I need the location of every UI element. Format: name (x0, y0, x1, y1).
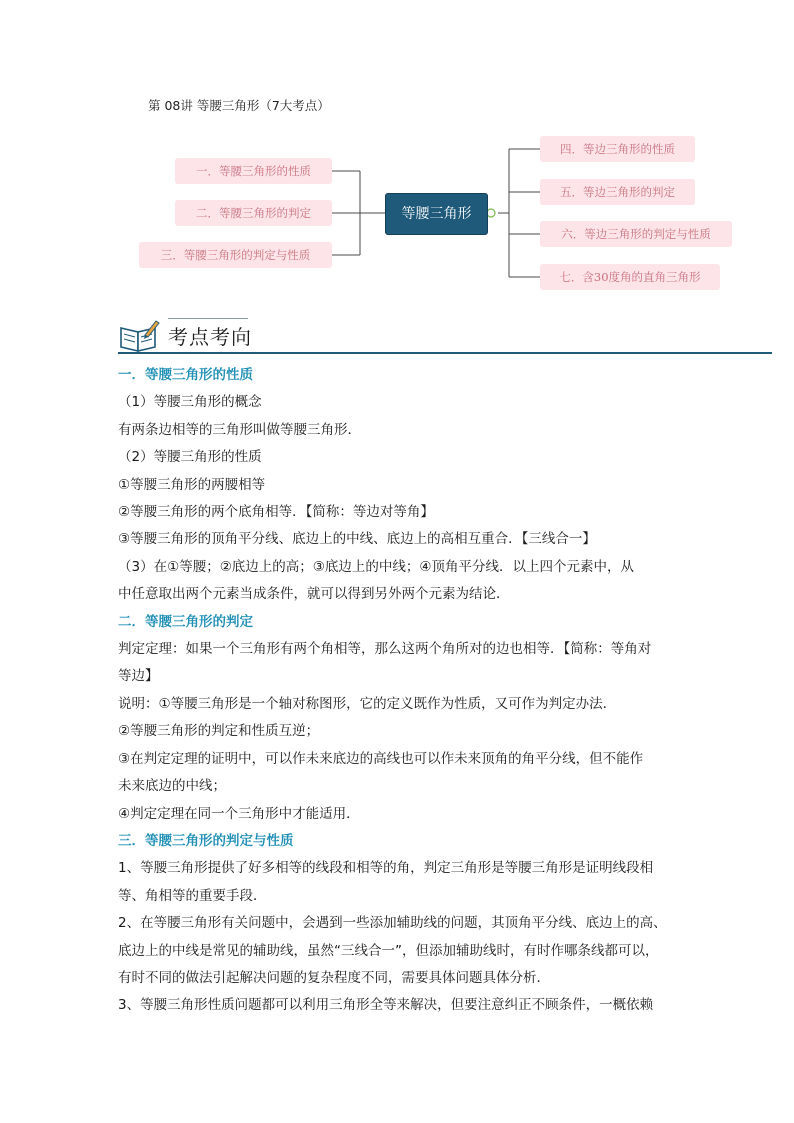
section-heading: 三．等腰三角形的判定与性质 (118, 832, 294, 849)
mindmap-node-4: 四．等边三角形的性质 (540, 136, 695, 162)
paragraph-line: 有两条边相等的三角形叫做等腰三角形． (118, 421, 361, 438)
content-body (118, 362, 688, 1020)
paragraph-line: 判定定理：如果一个三角形有两个角相等，那么这两个角所对的边也相等．【简称：等角对 (118, 641, 652, 658)
book-pencil-icon (118, 318, 160, 354)
section-heading: 一．等腰三角形的性质 (118, 367, 253, 383)
page-title: 第 08讲 等腰三角形（7大考点） (148, 98, 330, 113)
header-rule (118, 352, 772, 354)
paragraph-line: 等、角相等的重要手段． (118, 887, 267, 904)
paragraph-line: 3、等腰三角形性质问题都可以利用三角形全等来解决，但要注意纠正不顾条件，一概依赖 (118, 997, 654, 1014)
mindmap-node-1: 一．等腰三角形的性质 (175, 158, 332, 184)
paragraph-line: ②等腰三角形的判定和性质互逆； (118, 723, 320, 740)
paragraph-line: 1、等腰三角形提供了好多相等的线段和相等的角，判定三角形是等腰三角形是证明线段相 (118, 860, 654, 877)
paragraph-line: ④判定定理在同一个三角形中才能适用． (118, 805, 360, 822)
paragraph-line: 有时不同的做法引起解决问题的复杂程度不同，需要具体问题具体分析． (118, 969, 550, 986)
paragraph-line: 未来底边的中线； (118, 778, 226, 795)
section-header-title: 考点考向 (168, 325, 252, 349)
section-heading: 二．等腰三角形的判定 (118, 613, 253, 630)
paragraph-line: ③在判定定理的证明中，可以作未来底边的高线也可以作未来顶角的角平分线，但不能作 (118, 750, 644, 767)
mindmap-node-2: 二．等腰三角形的判定 (175, 200, 332, 226)
paragraph-line: ①等腰三角形的两腰相等 (118, 476, 266, 493)
paragraph-line: 等边】 (118, 668, 159, 685)
paragraph-line: （3）在①等腰；②底边上的高；③底边上的中线；④顶角平分线．以上四个元素中，从 (118, 558, 634, 575)
paragraph-line: 中任意取出两个元素当成条件，就可以得到另外两个元素为结论． (118, 586, 510, 603)
header-accent-line (168, 318, 248, 319)
mindmap-node-3: 三．等腰三角形的判定与性质 (139, 242, 332, 268)
mindmap-node-5: 五．等边三角形的判定 (540, 179, 695, 205)
mindmap-node-7: 七．含30度角的直角三角形 (540, 264, 720, 290)
paragraph-line: 说明：①等腰三角形是一个轴对称图形，它的定义既作为性质，又可作为判定办法． (118, 695, 617, 712)
mind-map (0, 0, 794, 300)
paragraph-line: 底边上的中线是常见的辅助线，虽然“三线合一”，但添加辅助线时，有时作哪条线都可以， (118, 942, 659, 959)
paragraph-line: 2、在等腰三角形有关问题中，会遇到一些添加辅助线的问题，其顶角平分线、底边上的高、 (118, 915, 667, 932)
paragraph-line: ②等腰三角形的两个底角相等．【简称：等边对等角】 (118, 504, 434, 521)
paragraph-line: （2）等腰三角形的性质 (118, 449, 262, 466)
mindmap-center-node: 等腰三角形 (385, 193, 488, 235)
paragraph-line: （1）等腰三角形的概念 (118, 394, 262, 411)
paragraph-line: ③等腰三角形的顶角平分线、底边上的中线、底边上的高相互重合．【三线合一】 (118, 531, 596, 548)
mindmap-node-6: 六．等边三角形的判定与性质 (540, 221, 732, 247)
